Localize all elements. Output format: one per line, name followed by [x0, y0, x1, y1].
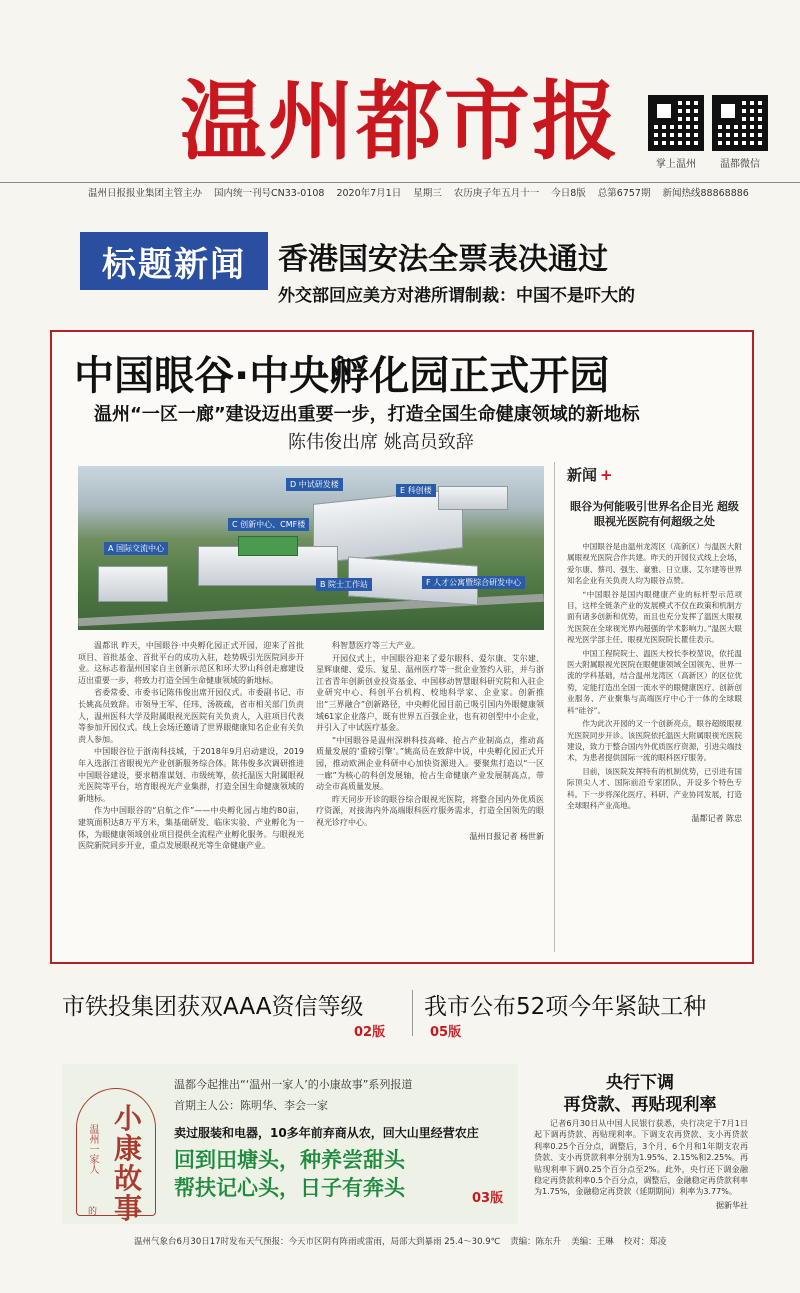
- photo-label: A 国际交流中心: [104, 542, 168, 555]
- plus-icon: +: [600, 466, 613, 484]
- mid-headline-right[interactable]: 我市公布52项今年紧缺工种: [424, 994, 707, 1020]
- footer: [0, 1232, 800, 1250]
- right-news-headline[interactable]: 央行下调: [606, 1073, 674, 1093]
- designer: 美编：王琳: [571, 1237, 614, 1247]
- headline-subtitle[interactable]: 外交部回应美方对港所谓制裁：中国不是吓大的: [278, 286, 635, 306]
- feature-headline-1[interactable]: 回到田塘头，种养尝甜头: [174, 1148, 405, 1172]
- cn-number: 国内统一刊号CN33-0108: [214, 187, 325, 199]
- proofreader: 校对：郑凌: [623, 1237, 667, 1247]
- feature-intro: 温都今起推出“‘温州一家人’的小康故事”系列报道: [174, 1078, 413, 1091]
- photo-label: F 人才公寓暨综合研发中心: [422, 576, 525, 589]
- divider: [412, 990, 413, 1036]
- qr-code-icon[interactable]: [712, 95, 768, 151]
- news-plus-label: [567, 464, 742, 485]
- building: [438, 486, 508, 510]
- edition-ref[interactable]: 03版: [472, 1191, 504, 1206]
- paragraph: 省委常委、市委书记陈伟俊出席开园仪式。市委副书记、市长姚高员致辞。市领导王军、任玮、汤筱疏，省市相关部门负责人，温州医科大学及附属眼视光医院有关负责人，入驻项目代表等参加开园仪式。线上会场还邀请了世界眼健康知名企业有关负责人参加。: [78, 688, 304, 744]
- paragraph: “中国眼谷是温州深耕科技高峰、抢占产业制高点，推动高质量发展的‘重磅引擎’。”姚高员在致辞中说，中央孵化园正式开园，推动欧洲企业科研中心加快资源进入。要聚焦打造以“一区一廊”为核心的科创发展轴，抢占生命健康产业发展制高点，带动全市高质量发展。: [316, 735, 544, 792]
- paragraph: 中国眼谷位于浙南科技城，于2018年9月启动建设，2019年入选浙江省眼视光产业创新服务综合体。陈伟俊多次调研推进中国眼谷建设，要求精准谋划、市级统筹，依托温医大附属眼视光医院等平台，培育眼视光产业集群，打造全国生命健康领域的新地标。: [78, 747, 304, 803]
- paragraph: “中国眼谷是国内眼健康产业的标杆型示范项目，这样全链条产业的发展模式不仅在政策和机制方面有诸多创新和优势，而且也充分发挥了温医大眼视光医院在全球视光界内超强的学术影响力。”温医大眼视光医学部主任、眼视光医院院长瞿佳表示。: [567, 589, 742, 645]
- newspaper-title: 温州都市报: [180, 71, 620, 172]
- headline-title[interactable]: 香港国安法全票表决通过: [278, 242, 608, 277]
- badge-main-text: 小康故事: [113, 1102, 142, 1225]
- paragraph: 作为此次开园的又一个创新亮点，眼谷超级眼视光医院同步开诊。该医院依托温医大附属眼视光医院建设，致力于整合国内外优质医疗资源，引进尖端技术，为患者提供国际一流的眼科医疗服务。: [567, 719, 742, 763]
- green-roof: [238, 536, 298, 556]
- edition-ref[interactable]: 02版: [354, 1025, 386, 1040]
- right-news-text: [534, 1118, 748, 1218]
- paragraph: 科智慧医疗等三大产业。: [332, 641, 420, 650]
- paragraph: 作为中国眼谷的“启航之作”——中央孵化园占地约80亩，建筑面积达8万平方米，集基础研发、临床实验、产业孵化为一体，为眼健康领域创业项目提供全流程产业孵化服务。与眼视光医院新院同步开业，重点发展眼视光等生命健康产业。: [78, 806, 304, 851]
- qr-label: 掌上温州: [656, 159, 696, 170]
- page-count: 今日8版: [551, 187, 586, 199]
- photo-label: D 中试研发楼: [286, 478, 343, 491]
- byline: 据新华社: [716, 1200, 748, 1210]
- paragraph: 中国眼谷是由温州龙湾区（高新区）与温医大附属眼视光医院合作共建。昨天的开园仪式线上会场，爱尔康、蔡司、强生、豪雅、日立康、艾尔建等世界知名企业有关负责人均为眼谷点赞。: [567, 542, 742, 586]
- badge-de-text: 的: [88, 1207, 98, 1217]
- story-subtitle: 温州“一区一廊”建设迈出重要一步，打造全国生命健康领域的新地标: [94, 404, 640, 425]
- right-news-headline-2[interactable]: 再贷款、再贴现利率: [563, 1095, 717, 1115]
- news-label: 新闻: [567, 466, 598, 484]
- issue-number: 总第6757期: [597, 187, 651, 199]
- paragraph: 目前，该医院发挥特有的机制优势，已引进有国际顶尖人才、国际前沿专家团队，开设多个特色专科。下一步将深化医疗、科研、产业协同发展，打造全球眼科产业高地。: [567, 766, 742, 810]
- paragraph: 记者6月30日从中国人民银行获悉，央行决定于7月1日起下调再贷款、再贴现利率。下调支农再贷款、支小再贷款利率0.25个百分点，调整后，3个月、6个月和1年期支农再贷款、支小再贷款利率分别为1.95%、2.15%和2.25%。再贴现利率下调0.25个百分点至2%。此外，央行还下调金融稳定再贷款利率0.5个百分点，调整后，金融稳定再贷款利率为1.75%，金融稳定再贷款（延期期间）利率为3.77%。: [534, 1119, 748, 1197]
- info-bar: [0, 182, 800, 200]
- story-title[interactable]: 中国眼谷·中央孵化园正式开园: [74, 353, 610, 399]
- photo-label: E 科创楼: [396, 484, 436, 497]
- news-plus-sidebar: [554, 462, 742, 952]
- weekday: 星期三: [413, 187, 442, 199]
- paragraph: 温都讯 昨天，中国眼谷·中央孵化园正式开园，迎来了首批项目、首批基金、首批平台的成功入驻，趁势吸引光医院同步开业。这标志着温州国家自主创新示范区和环大罗山科创走廊建设迈出重要一步，将致力打造全国生命健康领域的新地标。: [78, 641, 304, 685]
- feature-box: [62, 1064, 518, 1224]
- byline: 温都记者 陈忠: [691, 814, 742, 824]
- mid-headline-left[interactable]: 市铁投集团获双AAA资信等级: [62, 994, 364, 1020]
- aerial-photo[interactable]: [78, 466, 544, 630]
- photo-label: C 创新中心、CMF楼: [228, 518, 309, 531]
- paragraph: 中国工程院院士、温医大校长李校堃说，依托温医大附属眼视光医院在眼健康领域全国领先、世界一流的学科基础，结合温州龙湾区（高新区）的区位优势，定能打造出全国一流水平的眼健康医疗、创新创业服务、产业聚集与高端医疗中心于一体的全球眼科“硅谷”。: [567, 648, 742, 715]
- feature-lead: 卖过服装和电器，10多年前弃商从农，回大山里经营农庄: [174, 1126, 479, 1140]
- edition-ref[interactable]: 05版: [430, 1025, 462, 1040]
- paragraph: 昨天同步开诊的眼谷综合眼视光医院，将整合国内外优质医疗资源，对接海内外高端眼科医疗服务需求，打造全国领先的眼视光诊疗中心。: [316, 794, 544, 827]
- editor: 责编：陈东升: [510, 1237, 562, 1247]
- sidebar-headline[interactable]: 眼谷为何能吸引世界名企目光 超级眼视光医院有何超级之处: [570, 500, 739, 528]
- paragraph: 开园仪式上，中国眼谷迎来了爱尔眼科、爱尔康、艾尔建、星辉康健、爱乐、复星、温州医疗等一批企业签约入驻，并与浙江省青年创新创业投资基金、中国移动智慧眼科研究院和入驻企业研究中心、科创平台机构、校地科学家、企业家。创新推出“三界融合”创新路径，中央孵化园目前已吸引国内外眼健康领域61家企业落户，既有世界五百强企业，也有初创型中小企业，并引入了中试医疗基金。: [316, 653, 544, 733]
- byline: 温州日报记者 杨世新: [469, 831, 544, 841]
- masthead: [0, 0, 800, 195]
- lunar-date: 农历庚子年五月十一: [453, 187, 540, 199]
- xiaokang-badge: [62, 1064, 166, 1224]
- headline-news-label: 标题新闻: [80, 232, 268, 290]
- story-column-1: [78, 640, 304, 946]
- hotline: 新闻热线88868886: [662, 187, 749, 199]
- qr-label: 温都微信: [720, 159, 760, 170]
- issue-date: 2020年7月1日: [336, 187, 402, 199]
- qr-code-icon[interactable]: [648, 95, 704, 151]
- story-column-2: [316, 640, 544, 946]
- feature-person: 首期主人公：陈明华、李会一家: [174, 1099, 328, 1112]
- photo-label: B 院士工作站: [316, 578, 372, 591]
- weather: 温州气象台6月30日17时发布天气预报：今天市区阴有阵雨或雷雨，局部大到暴雨 25.4～30.9℃: [134, 1237, 501, 1247]
- building: [98, 566, 168, 602]
- badge-side-text: 温州一家人: [87, 1124, 98, 1174]
- sponsor: 温州日报报业集团主管主办: [88, 187, 203, 199]
- story-subtitle-2: 陈伟俊出席 姚高员致辞: [288, 432, 474, 453]
- main-story: [50, 330, 754, 964]
- feature-headline-2[interactable]: 帮扶记心头，日子有奔头: [174, 1176, 405, 1200]
- sidebar-text: [567, 541, 742, 941]
